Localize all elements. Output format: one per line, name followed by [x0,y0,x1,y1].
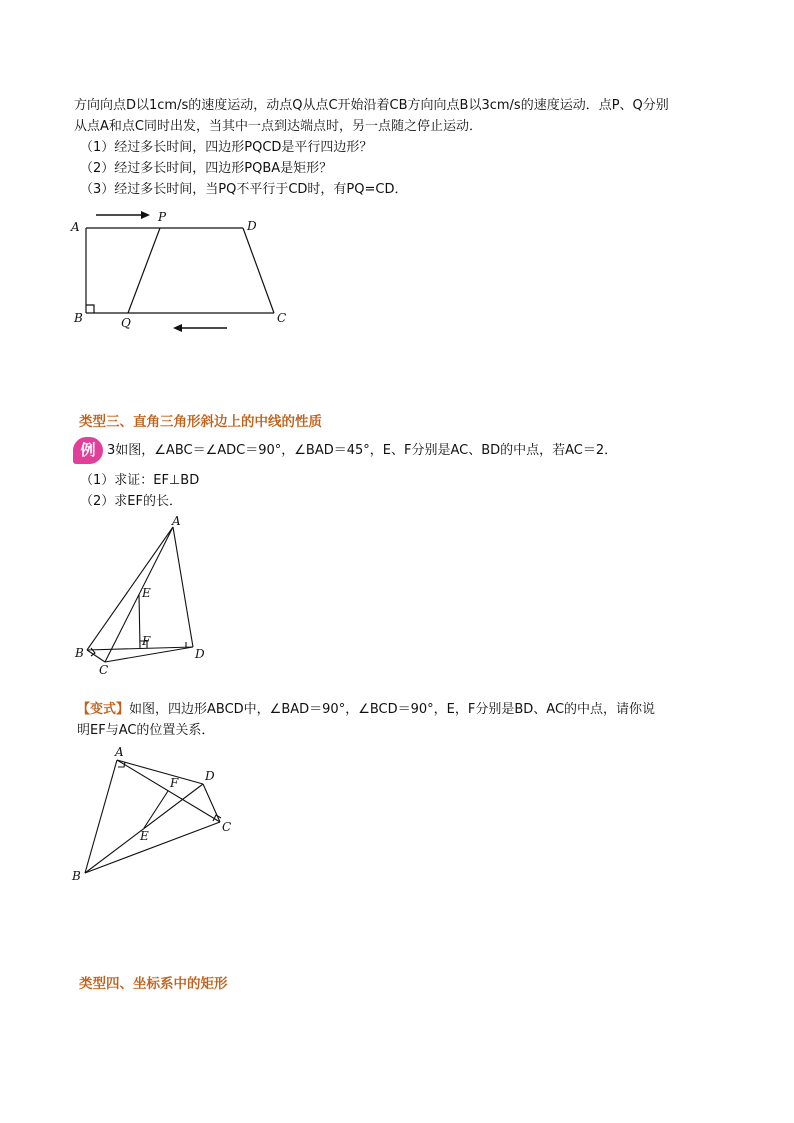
label-d-3: D [205,769,215,783]
label-b-2: B [75,646,84,660]
question-2: （2）经过多长时间，四边形PQBA是矩形？ [80,161,333,176]
example-statement: 3如图，∠ABC＝∠ADC＝90°，∠BAD＝45°，E、F分别是AC、BD的中点，若AC＝2． [107,443,618,458]
label-p: P [158,210,167,224]
section-heading-3: 类型三、直角三角形斜边上的中线的性质 [79,414,322,430]
label-f-2: F [142,634,151,648]
question-3: （3）经过多长时间，当PQ不平行于CD时，有PQ=CD． [80,182,408,197]
label-b: B [74,311,83,325]
label-d: D [247,219,257,233]
label-a-3: A [115,745,124,759]
label-d-2: D [195,647,205,661]
quadrilateral-shape [85,760,221,873]
problem-text-line-1: 方向向点D以1cm/s的速度运动，动点Q从点C开始沿着CB方向向点B以3cm/s的速度运动．点P、Q分别 [74,98,669,113]
section-heading-4: 类型四、坐标系中的矩形 [79,976,228,992]
label-c-3: C [222,820,232,834]
label-a: A [71,220,80,234]
label-f-3: F [170,776,179,790]
label-e-2: E [142,586,151,600]
variant-statement: 如图，四边形ABCD中，∠BAD＝90°，∠BCD＝90°，E，F分别是BD、AC的中点，请你说 [129,702,656,717]
label-c: C [277,311,287,325]
label-q: Q [121,316,131,330]
question-1: （1）经过多长时间，四边形PQCD是平行四边形？ [80,140,373,155]
label-b-3: B [72,869,81,883]
example-question-1: （1）求证：EF⊥BD [80,473,200,488]
label-c-2: C [99,663,109,677]
label-e-3: E [140,829,149,843]
variant-text-line-2: 明EF与AC的位置关系． [77,723,215,738]
example-badge: 例 [73,437,103,464]
example-question-2: （2）求EF的长． [80,494,182,509]
variant-tag: 【变式】 [77,702,130,717]
label-a-2: A [172,514,181,528]
problem-text-line-2: 从点A和点C同时出发，当其中一点到达端点时，另一点随之停止运动． [74,119,482,134]
